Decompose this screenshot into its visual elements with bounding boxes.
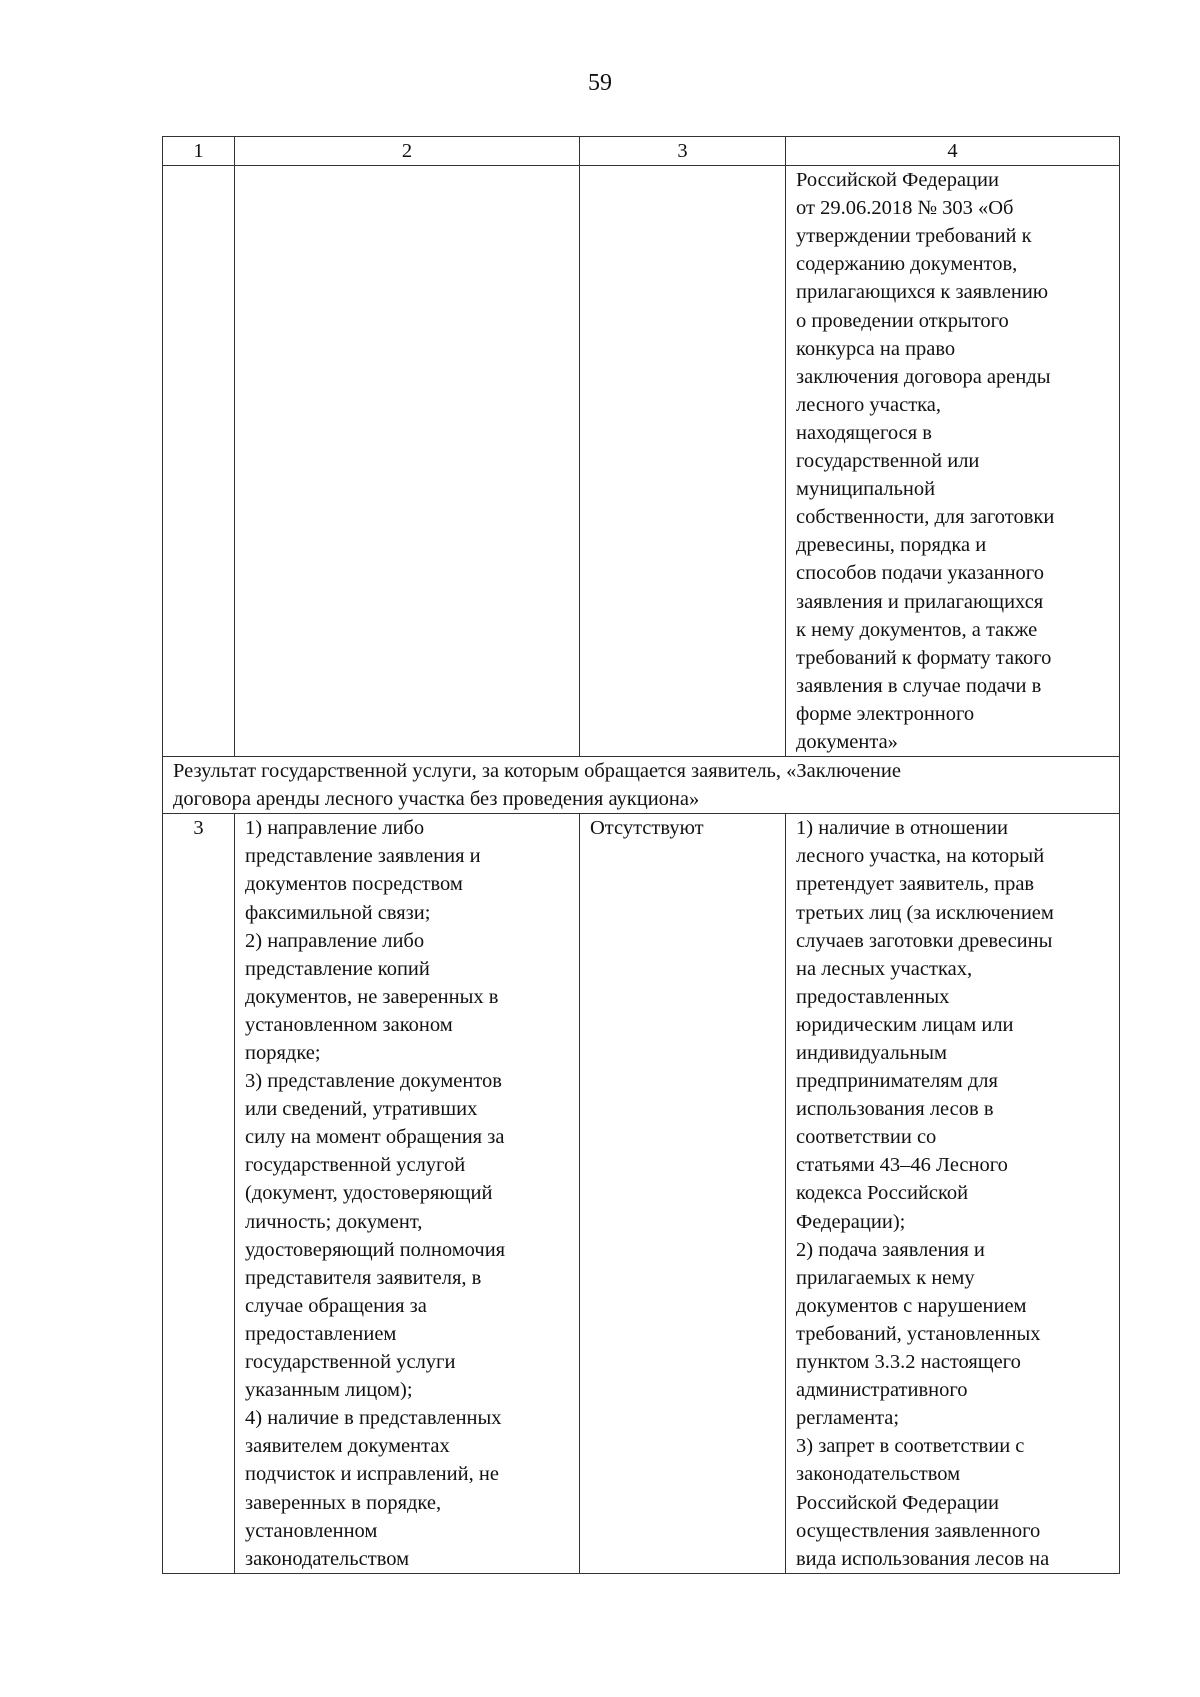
continuation-col1 [163, 166, 235, 757]
row3-col2-line: факсимильной связи; [245, 901, 431, 924]
row3-col4-line: кодекса Российской [796, 1182, 969, 1205]
row3-col2-line: документов посредством [245, 873, 463, 896]
row3-col4-line: Российской Федерации [796, 1491, 999, 1514]
continuation-col4-line: заявления и прилагающихся [796, 590, 1044, 613]
section-heading-row [163, 757, 1120, 814]
continuation-col4-line: муниципальной [796, 478, 936, 501]
row3-col2-line: представление копий [245, 957, 430, 980]
row3-col2-line: заявителем документах [245, 1435, 450, 1458]
row3-col2-line: (документ, удостоверяющий [245, 1182, 493, 1205]
row3-col4-line: Федерации); [796, 1210, 906, 1233]
row3-col2-line: законодательством [245, 1547, 410, 1570]
continuation-col4-line: государственной или [796, 450, 980, 473]
row3-col4-line: лесного участка, на который [796, 845, 1045, 868]
row3-refusal-grounds-cell [786, 814, 1120, 1574]
continuation-col4-line: конкурса на право [796, 337, 956, 360]
continuation-col3 [580, 166, 786, 757]
row3-col2-line: 3) представление документов [245, 1070, 502, 1093]
row3-col2-line: порядке; [245, 1042, 321, 1064]
row3-col4-line: 1) наличие в отношении [796, 817, 1008, 840]
continuation-col4-line: требований к формату такого [796, 646, 1052, 669]
row3-col4-line: на лесных участках, [796, 957, 973, 980]
row3-col2-line: 2) направление либо [245, 929, 425, 952]
continuation-col4-line: Российской Федерации [796, 169, 999, 192]
row3-col4-line: прилагаемых к нему [796, 1266, 975, 1289]
row3-col4-line: предпринимателям для [796, 1070, 998, 1093]
row3-col4-line: индивидуальным [796, 1042, 947, 1064]
row3-col4-line: использования лесов в [796, 1098, 994, 1121]
row3-col2-line: указанным лицом); [245, 1379, 413, 1402]
section-heading-line: договора аренды лесного участка без проведения аукциона» [173, 788, 700, 811]
continuation-col4-line: древесины, порядка и [796, 534, 987, 557]
row3-col2-line: 1) направление либо [245, 817, 425, 840]
continuation-col4-line: о проведении открытого [796, 309, 1009, 332]
row3-col4-line: документов с нарушением [796, 1294, 1027, 1317]
continuation-col4 [786, 166, 1120, 757]
row3-grounds-cell [235, 814, 580, 1574]
row3-col2-line: представителя заявителя, в [245, 1266, 482, 1289]
row3-col4-line: вида использования лесов на [796, 1547, 1050, 1570]
continuation-col4-line: к нему документов, а также [796, 618, 1038, 641]
row3-col2-line: удостоверяющий полномочия [245, 1238, 506, 1261]
row3-col4-line: третьих лиц (за исключением [796, 901, 1054, 924]
header-cell-4: 4 [786, 137, 1120, 166]
row3-col4-line: 2) подача заявления и [796, 1238, 985, 1261]
row3-col4-line: административного [796, 1379, 968, 1402]
continuation-row [163, 166, 1120, 757]
header-cell-2: 2 [235, 137, 580, 166]
header-cell-3: 3 [580, 137, 786, 166]
row3-col2-line: предоставлением [245, 1322, 397, 1345]
row3-col4-line: статьями 43–46 Лесного [796, 1154, 1008, 1177]
row3-col4-line: претендует заявитель, прав [796, 873, 1035, 896]
row3-col4-line: предоставленных [796, 985, 950, 1008]
continuation-col4-line: собственности, для заготовки [796, 506, 1055, 529]
row3-col2-line: государственной услуги [245, 1351, 456, 1374]
continuation-col4-line: заявления в случае подачи в [796, 674, 1042, 697]
continuation-col4-line: содержанию документов, [796, 253, 1018, 276]
continuation-col4-line: способов подачи указанного [796, 562, 1044, 585]
row3-col3-cell: Отсутствуют [580, 814, 786, 1574]
row3-col2-line: государственной услугой [245, 1154, 466, 1177]
table-header-row [163, 137, 1120, 166]
continuation-col4-line: документа» [796, 730, 898, 753]
row3-col4-line: требований, установленных [796, 1322, 1041, 1345]
row3-col2-line: силу на момент обращения за [245, 1126, 505, 1149]
row3-col2-line: случае обращения за [245, 1294, 427, 1317]
continuation-col2 [235, 166, 580, 757]
continuation-col4-line: форме электронного [796, 702, 975, 725]
row3-col2-line: или сведений, утративших [245, 1098, 478, 1121]
row3-col4-line: регламента; [796, 1407, 900, 1430]
row3-col2-line: установленном законом [245, 1013, 453, 1036]
section-heading [163, 757, 1120, 814]
header-cell-1: 1 [163, 137, 235, 166]
table-row [163, 814, 1120, 1574]
document-table [162, 136, 1120, 1574]
continuation-col4-line: прилагающихся к заявлению [796, 281, 1049, 304]
page-number: 59 [588, 70, 612, 96]
row3-col2-line: документов, не заверенных в [245, 985, 499, 1008]
continuation-col4-line: лесного участка, [796, 393, 942, 416]
row3-col2-line: заверенных в порядке, [245, 1491, 442, 1514]
row3-col4-line: 3) запрет в соответствии с [796, 1435, 1025, 1458]
row3-col4-line: соответствии со [796, 1126, 937, 1149]
continuation-col4-line: от 29.06.2018 № 303 «Об [796, 197, 1014, 220]
section-heading-line: Результат государственной услуги, за которым обращается заявитель, «Заключение [173, 760, 901, 783]
row3-col4-line: осуществления заявленного [796, 1519, 1041, 1542]
row3-col2-line: личность; документ, [245, 1210, 423, 1233]
row-number: 3 [163, 814, 235, 1574]
row3-col4-line: пунктом 3.3.2 настоящего [796, 1351, 1021, 1374]
row3-col2-line: представление заявления и [245, 845, 481, 868]
continuation-col4-line: заключения договора аренды [796, 365, 1051, 388]
row3-col2-line: подчисток и исправлений, не [245, 1463, 499, 1486]
row3-col2-line: 4) наличие в представленных [245, 1407, 502, 1430]
continuation-col4-line: утверждении требований к [796, 225, 1032, 248]
row3-col4-line: случаев заготовки древесины [796, 929, 1053, 952]
row3-col2-line: установленном [245, 1519, 378, 1542]
row3-col4-line: юридическим лицам или [796, 1013, 1014, 1036]
continuation-col4-line: находящегося в [796, 421, 932, 444]
row3-col4-line: законодательством [796, 1463, 961, 1486]
